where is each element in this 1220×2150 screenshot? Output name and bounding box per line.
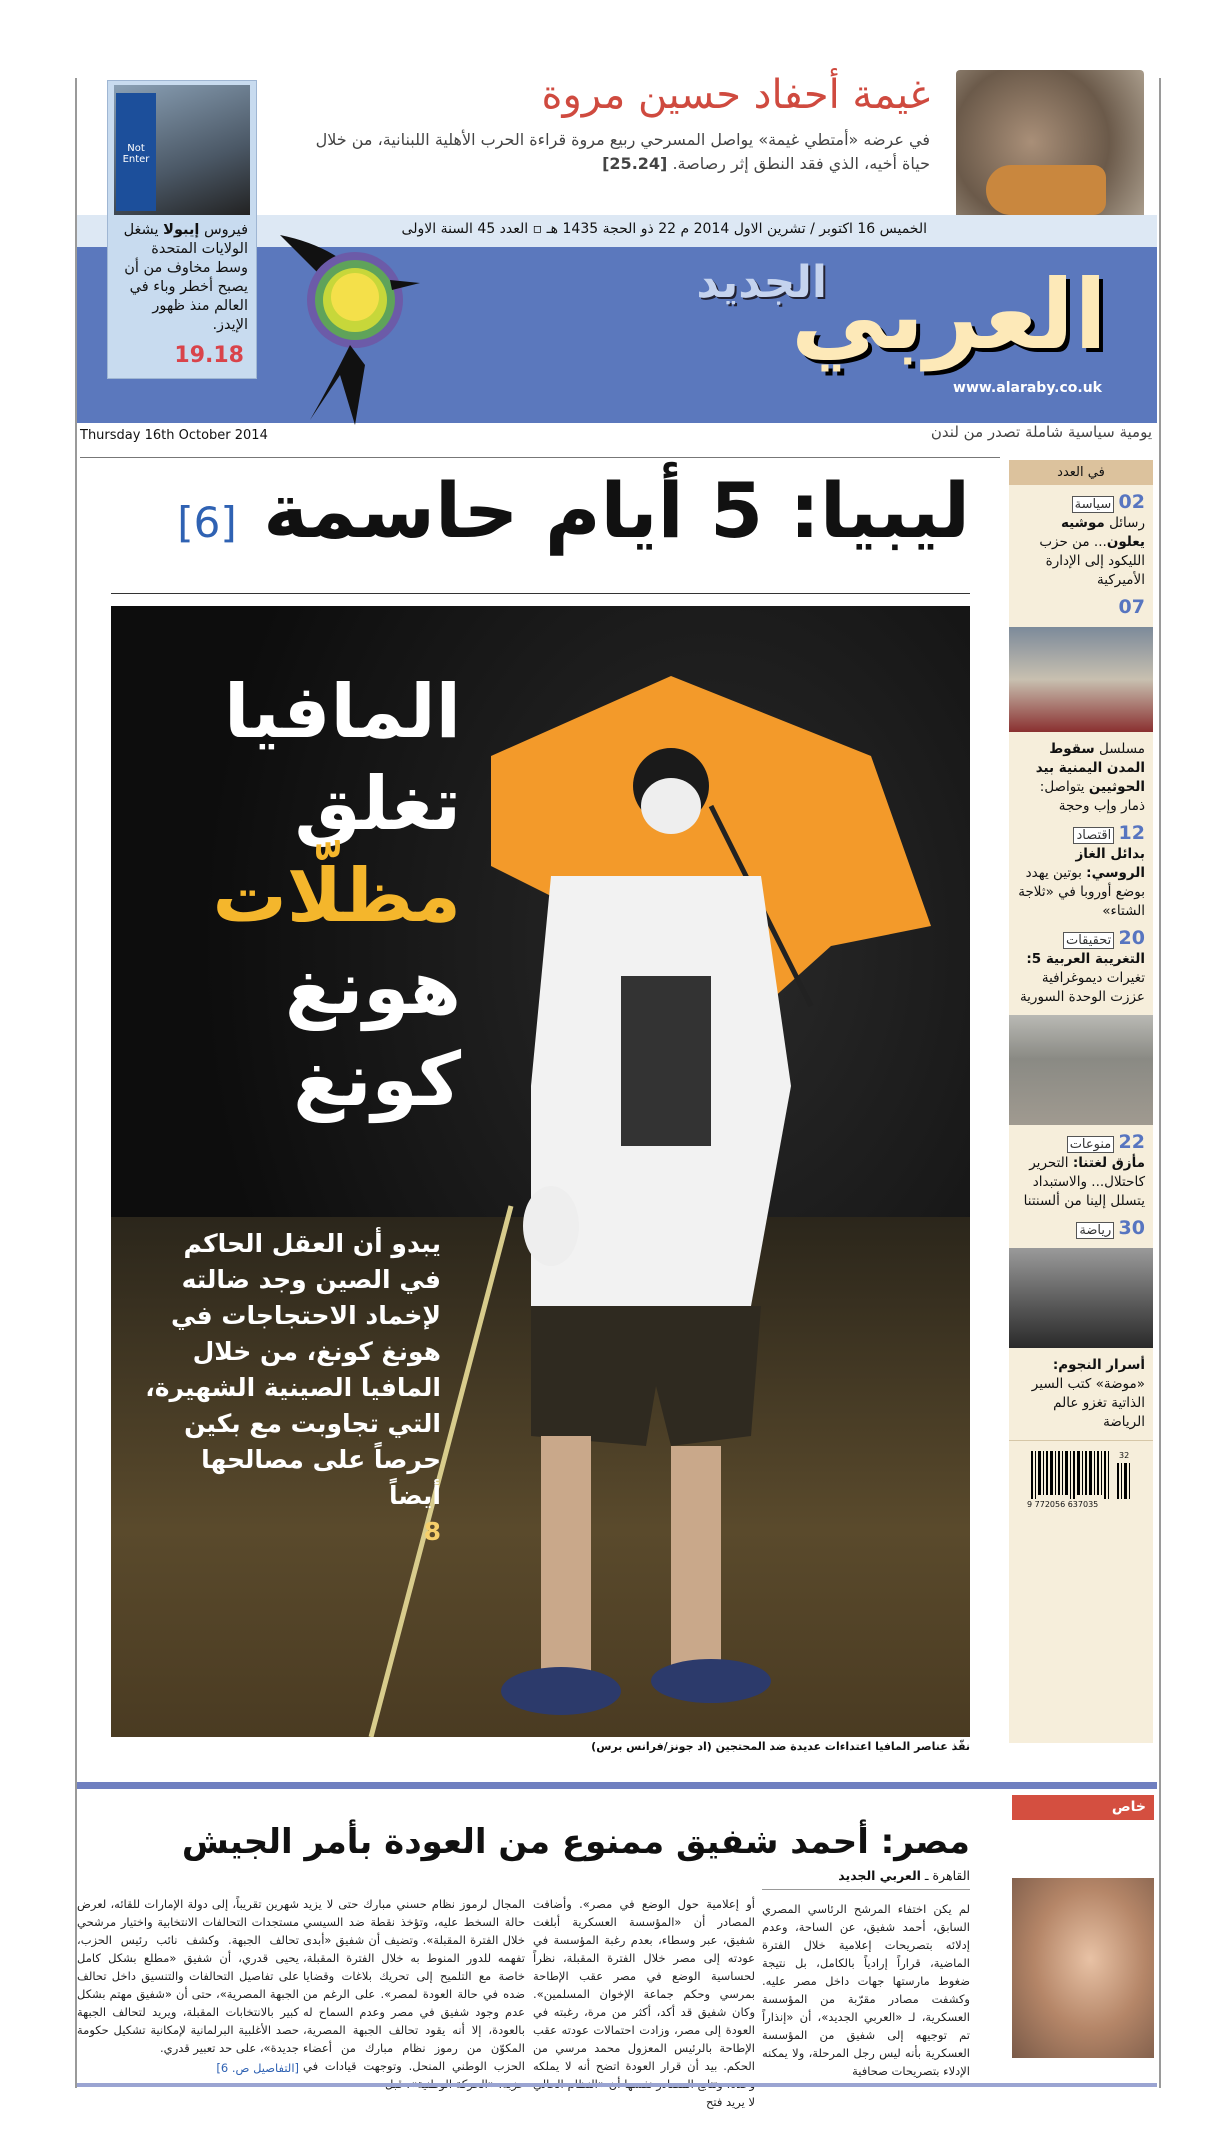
exclusive-label: خاص [1012, 1795, 1154, 1820]
item-page: 12 [1118, 822, 1145, 844]
guitar-shape [986, 165, 1106, 215]
hong-kong-photo[interactable] [111, 606, 970, 1737]
sidebar-item-economy[interactable] [1015, 824, 1145, 921]
sidebar-rule [1009, 1440, 1153, 1441]
ahmed-shafiq-photo [1012, 1878, 1154, 2058]
item-bold: بدائل الغاز الروسي: [1075, 846, 1145, 881]
ebola-teaser-text [116, 221, 248, 335]
article-column-1: لم يكن اختفاء المرشح الرئاسي المصري السابق، أحمد شفيق، عن الساحة، وعدم إدلائه بتصريحات إعلامية خلال الفترة الماضية، قراراً إرادياً بالكامل، بل نتيجة ضغوط مارستها جهات داخل مصر عليه. وكشفت مصادر مقرّبة من المؤسسة العسكرية، لـ «العربي الجديد»، أن «إنذاراً تم توجيهه إلى شفيق من المؤسسة العسكرية بأنه ليس رجل المرحلة، ولا يمكنه الإدلاء بتصريحات صحافية [762, 1902, 970, 2078]
barcode-addon: 32 [1119, 1451, 1130, 1460]
headline-rule [111, 593, 970, 594]
byline [838, 1868, 970, 1883]
sign-text: Not Enter [122, 143, 150, 165]
byline-place: القاهرة ـ [924, 1868, 970, 1883]
item-page: 30 [1118, 1217, 1145, 1239]
sidebar-item-misc[interactable] [1015, 1133, 1145, 1211]
sidebar-item-yemen[interactable] [1015, 740, 1145, 816]
not-enter-sign [116, 93, 156, 211]
yemen-photo [1009, 627, 1153, 732]
item-bold: سقوط المدن اليمنية بيد الحوثيين [1035, 741, 1145, 795]
item-text: «موضة» كتب السير الذاتية تغزو عالم الرياضة [1031, 1376, 1145, 1430]
item-category: سياسة [1072, 496, 1115, 513]
photo-body-text: يبدو أن العقل الحاكم في الصين وجد ضالته لإخماد الاحتجاجات في هونغ كونغ، من خلال المافيا الصينية الشهيرة، التي تجاوبت مع بكين حرصاً على مصالحها أيضاً [145, 1229, 441, 1510]
teaser-text-after: يشغل الولايات المتحدة وسط مخاوف من أن يصبح أخطر وباء في العالم منذ ظهور الإيدز. [123, 222, 248, 333]
arabic-date: الخميس 16 اكتوبر / تشرين الاول 2014 م 22 ذو الحجة 1435 هـ ▫ العدد 45 السنة الاولى [401, 221, 927, 237]
sidebar-item-sports[interactable] [1015, 1356, 1145, 1432]
header-rule [80, 457, 1000, 458]
title-line: كونغ [293, 1037, 461, 1123]
teaser-text-bold: إيبولا [163, 222, 200, 238]
item-bold: أسرار النجوم: [1052, 1357, 1145, 1373]
article-column-4 [77, 1895, 299, 2077]
ebola-page-ref: 19.18 [174, 343, 244, 368]
details-link[interactable]: [التفاصيل ص. 6] [216, 2061, 299, 2075]
barcode-number: 9 772056 637035 [1027, 1500, 1099, 1509]
title-line-highlight: مظلّات [212, 853, 461, 939]
item-category: منوعات [1067, 1136, 1115, 1153]
item-page: 22 [1118, 1131, 1145, 1153]
item-page: 07 [1118, 596, 1145, 618]
item-text: التحرير كاحتلال... والاستبداد يتسلل إلينا من ألسنتنا [1023, 1155, 1145, 1209]
logo-main[interactable]: العربي [790, 259, 1107, 371]
sidebar-sports-heading [1015, 1219, 1145, 1240]
slogan: يومية سياسية شاملة تصدر من لندن [930, 423, 1152, 441]
desert-photo [1009, 1015, 1153, 1125]
sidebar-page-07 [1015, 598, 1145, 619]
sidebar-item-investigations[interactable] [1015, 929, 1145, 1007]
byline-rule [762, 1889, 970, 1890]
site-url[interactable]: www.alaraby.co.uk [953, 380, 1102, 396]
photo-overlay-title [121, 666, 461, 1126]
top-story-headline[interactable]: غيمة أحفاد حسين مروة [541, 72, 930, 118]
main-page-ref: [6] [177, 498, 237, 547]
article-column-2: أو إعلامية حول الوضع في مصر». وأضافت المصادر أن «المؤسسة العسكرية أبلغت شفيق، عبر وسطاء، بعدم رغبة المؤسسة في عودته إلى مصر خلال الفترة المقبلة، نظراً لحساسية الوضع في مصر عقب الإطاحة بمرسي وحكم جماعة الإخوان المسلمين». وكان شفيق قد أكد، أكثر من مرة، رغبته في العودة إلى مصر، وزادت احتمالات عودته عقب الإطاحة بالرئيس المعزول محمد مرسي من الحكم. بيد أن قرار العودة اتضح أنه لا يملكه لا يريد فتح [533, 1897, 755, 2109]
page-border-right [1159, 78, 1161, 2088]
section-divider [77, 1782, 1157, 1789]
item-text: مسلسل [1098, 741, 1145, 757]
item-bold: موشيه يعلون [1060, 515, 1145, 550]
item-text: رسائل [1109, 515, 1145, 531]
teaser-text-before: فيروس [203, 222, 248, 238]
item-page: 20 [1118, 927, 1145, 949]
item-bold: التغريبة العربية 5: [1026, 951, 1145, 967]
athlete-photo [1009, 1248, 1153, 1348]
photo-overlay-body [141, 1226, 441, 1550]
item-text: بوتين يهدد بوضع أوروبا في «ثلاجة الشتاء» [1018, 865, 1145, 919]
barcode [1027, 1451, 1137, 1513]
item-text: تغيرات ديموغرافية عززت الوحدة السورية [1019, 970, 1145, 1005]
item-category: تحقيقات [1063, 932, 1114, 949]
column-4-text: شهرين تقريباً، إلى دولة الإمارات للقائه، لعرض مستجدات التحالفات الانتخابية واختيار مرشحي تحالف الجبهة. وكشف نائب رئيس الحزب، يحيى قدري، أن شفيق «مطلع بشكل كامل على تفاصيل التحالفات والتنسيق داخل تحالف الجبهة المصرية»، حتى أن «شفيق مهتم بشكل كبير بالانتخابات المقبلة، ويريد لتحالف الجبهة حصد الأغلبية البرلمانية لإمكانية تشكيل حكومة جديدة»، على حد تعبير قدري. [77, 1897, 299, 2055]
main-headline[interactable] [177, 462, 970, 561]
title-line: المافيا [224, 669, 461, 755]
ebola-photo [114, 85, 250, 215]
sidebar-title: في العدد [1009, 460, 1153, 485]
item-category: اقتصاد [1073, 827, 1114, 844]
top-summary-text: في عرضه «أمتطي غيمة» يواصل المسرحي ربيع مروة قراءة الحرب الأهلية اللبنانية، من خلال حياة أخيه، الذي فقد النطق إثر رصاصة. [315, 130, 930, 173]
sidebar-item-politics[interactable] [1015, 493, 1145, 590]
title-line: تغلق [294, 761, 461, 847]
item-text: يتواصل: ذمار وإب وحجة [1039, 779, 1145, 814]
ebola-teaser[interactable] [107, 80, 257, 379]
bottom-headline[interactable]: مصر: أحمد شفيق ممنوع من العودة بأمر الجيش [181, 1822, 970, 1862]
in-this-issue-sidebar [1009, 460, 1153, 1743]
main-headline-text: ليبيا: 5 أيام حاسمة [263, 466, 970, 555]
bird-logo-icon [270, 225, 500, 435]
top-story-summary [290, 128, 930, 176]
bottom-rule [77, 2083, 1157, 2087]
item-category: رياضة [1076, 1222, 1114, 1239]
logo-sub[interactable]: الجديد [696, 257, 827, 308]
photo-caption: نفّذ عناصر المافيا اعتداءات عديدة ضد المحتجين (اد جونز/فرانس برس) [591, 1740, 970, 1753]
photo-page-ref: 8 [423, 1517, 441, 1546]
english-date: Thursday 16th October 2014 [80, 428, 268, 443]
item-text: ... من حزب الليكود إلى الإدارة الأميركية [1039, 534, 1145, 588]
top-page-ref: [25.24] [602, 154, 668, 173]
title-line: هونغ [284, 945, 461, 1031]
byline-source: العربي الجديد [838, 1868, 921, 1883]
item-page: 02 [1118, 491, 1145, 513]
article-column-3: المجال لرموز نظام حسني مبارك حتى لا يزيد حالة السخط عليه، وتؤخذ نقطة ضد السيسي خلال الفترة المقبلة». وتضيف أن شفيق «أبدى تفهمه للدور المنوط به خلال الفترة المقبلة، خاصة مع التلميح إلى تحريك بلاغات وقضايا ضده في حالة العودة لمصر». على الرغم من عدم وجود شفيق في مصر وعدم السماح له بالعودة، إلا أنه يقود تحالف الجبهة المصرية، المكوّن من رموز نظام مبارك من أعضاء الحزب الوطني المنحل. وتوجهت قيادات في [303, 1897, 525, 2073]
item-bold: مأزق لغتنا: [1072, 1155, 1145, 1171]
